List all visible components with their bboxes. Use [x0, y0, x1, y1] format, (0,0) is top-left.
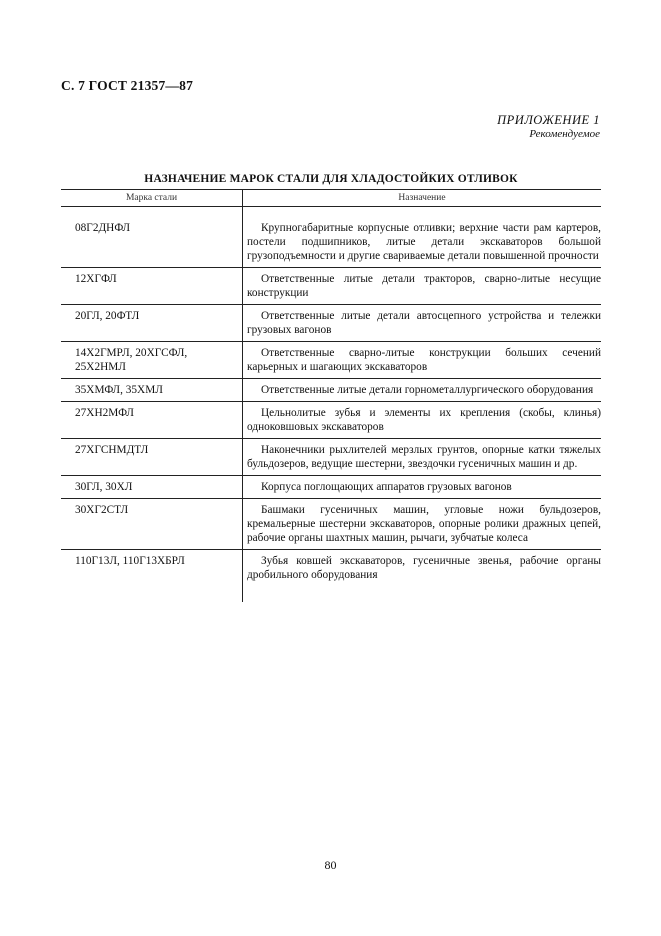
table-row — [61, 439, 601, 476]
steel-grade-cell: 27ХГСНМДТЛ — [75, 444, 149, 456]
purpose-cell: Зубья ковшей экскаваторов, гусеничные звенья, рабочие органы дробильного оборудования — [242, 550, 601, 602]
table-title: НАЗНАЧЕНИЕ МАРОК СТАЛИ ДЛЯ ХЛАДОСТОЙКИХ ОТЛИВОК — [144, 173, 518, 185]
purpose-cell: Корпуса поглощающих аппаратов грузовых вагонов — [242, 476, 601, 498]
purpose-cell: Ответственные сварно-литые конструкции больших сечений карьерных и шагающих экскаваторов — [242, 342, 601, 378]
steel-grade-cell: 110Г13Л, 110Г13ХБРЛ — [75, 555, 185, 567]
appendix-subtitle: Рекомендуемое — [529, 128, 600, 140]
document-header: С. 7 ГОСТ 21357—87 — [61, 78, 194, 93]
appendix-label — [497, 113, 600, 141]
steel-grade-cell: 20ГЛ, 20ФТЛ — [75, 310, 140, 322]
purpose-cell: Наконечники рыхлителей мерзлых грунтов, опорные катки тяжелых бульдозеров, ведущие шестерни, звездочки гусеничных машин и др. — [242, 439, 601, 475]
table-row — [61, 476, 601, 499]
table-row — [61, 268, 601, 305]
purpose-cell: Крупногабаритные корпусные отливки; верхние части рам картеров, постели подшипников, литые детали экскаваторов большой грузоподъемности и другие свариваемые детали повышенной прочности — [242, 207, 601, 267]
column-header-purpose: Назначение — [242, 190, 601, 206]
column-header-grade: Марка стали — [125, 193, 178, 203]
table-row — [61, 379, 601, 402]
table-row — [61, 402, 601, 439]
purpose-cell: Ответственные литые детали автосцепного устройства и тележки грузовых вагонов — [242, 305, 601, 341]
table-row — [61, 550, 601, 602]
table-row — [61, 305, 601, 342]
steel-grade-cell: 14Х2ГМРЛ, 20ХГСФЛ, 25Х2НМЛ — [75, 347, 188, 373]
steel-grade-cell: 08Г2ДНФЛ — [75, 222, 131, 234]
table-row — [61, 499, 601, 550]
steel-grade-cell: 35ХМФЛ, 35ХМЛ — [75, 384, 163, 396]
table-row — [61, 342, 601, 379]
purpose-cell: Башмаки гусеничных машин, угловые ножи бульдозеров, кремальерные шестерни экскаваторов, опорные ролики дражных цепей, рабочие органы шахтных машин, рычаги, зубчатые колеса — [242, 499, 601, 549]
steel-grade-cell: 12ХГФЛ — [75, 273, 117, 285]
purpose-cell: Цельнолитые зубья и элементы их крепления (скобы, клинья) одноковшовых экскаваторов — [242, 402, 601, 438]
steel-grades-table — [61, 189, 601, 602]
table-row — [61, 207, 601, 268]
purpose-cell: Ответственные литые детали горнометаллургического оборудования — [242, 379, 601, 401]
purpose-cell: Ответственные литые детали тракторов, сварно-литые несущие конструкции — [242, 268, 601, 304]
steel-grade-cell: 30ХГ2СТЛ — [75, 504, 129, 516]
steel-grade-cell: 27ХН2МФЛ — [75, 407, 134, 419]
appendix-title: ПРИЛОЖЕНИЕ 1 — [497, 113, 600, 127]
table-header-row — [61, 189, 601, 207]
page-number: 80 — [324, 858, 337, 872]
steel-grade-cell: 30ГЛ, 30ХЛ — [75, 481, 133, 493]
